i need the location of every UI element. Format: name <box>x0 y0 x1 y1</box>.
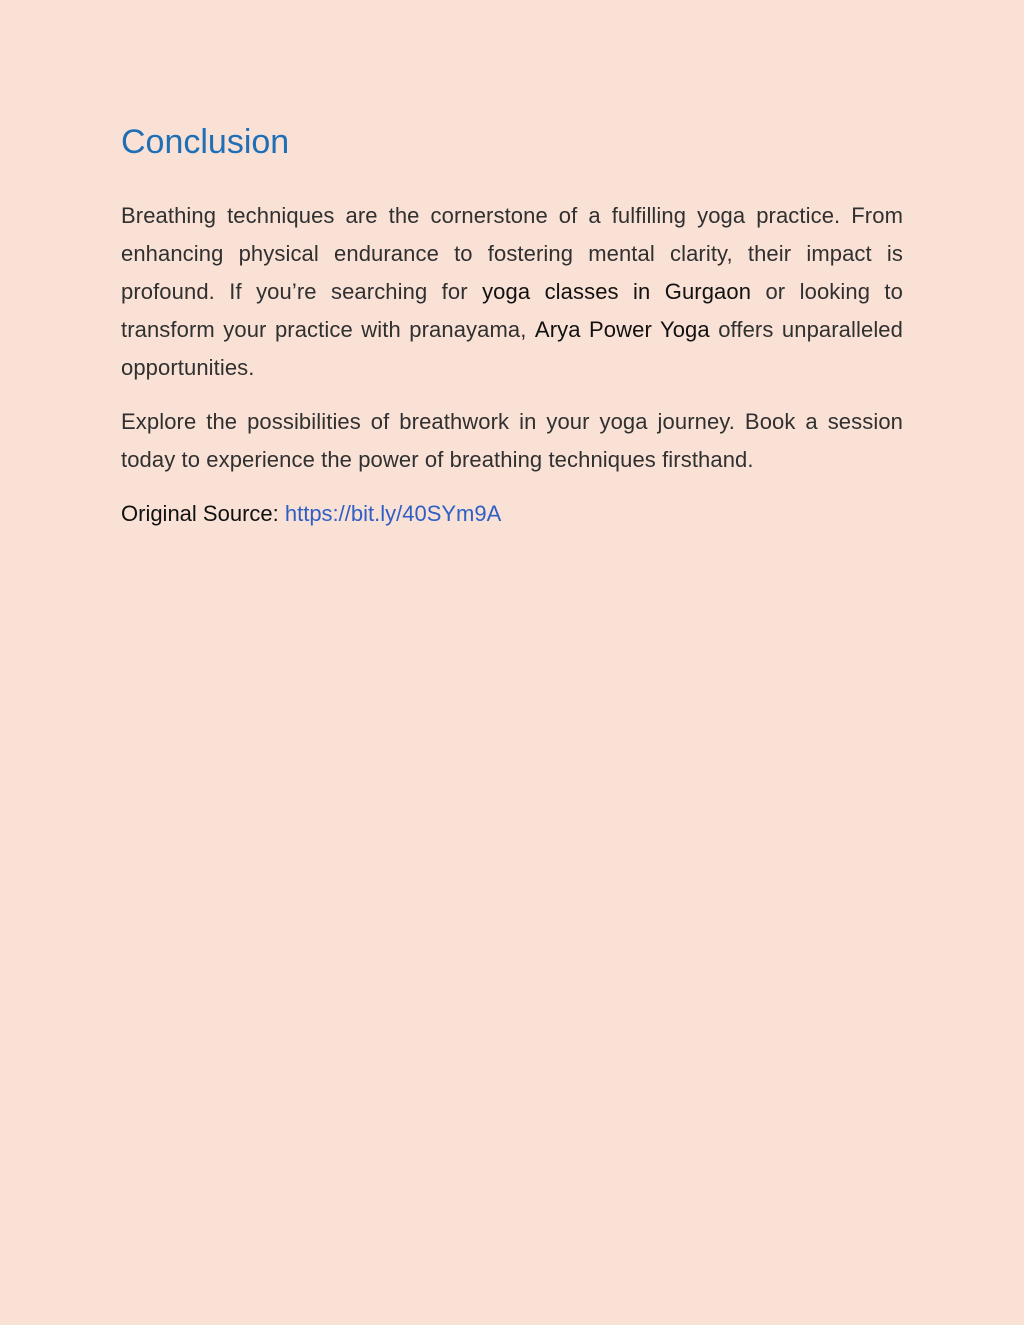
section-heading: Conclusion <box>121 123 290 161</box>
original-source-line <box>121 495 903 533</box>
conclusion-paragraph <box>121 197 903 387</box>
original-source-label: Original Source: <box>121 500 285 526</box>
arya-power-yoga-link[interactable]: Arya Power Yoga <box>534 316 710 342</box>
paragraph-text-part-3: offers unparalleled opportunities. <box>121 316 903 380</box>
paragraph-text-part-2: or looking to transform your practice with pranayama, <box>121 278 903 342</box>
original-source-link[interactable]: https://bit.ly/40SYm9A <box>284 500 502 526</box>
call-to-action-paragraph: Explore the possibilities of breathwork in your yoga journey. Book a session today to experience the power of breathing techniques firsthand. <box>121 408 903 472</box>
yoga-classes-gurgaon-link[interactable]: yoga classes in Gurgaon <box>482 278 752 304</box>
paragraph-text-part-1: Breathing techniques are the cornerstone of a fulfilling yoga practice. From enhancing physical endurance to fostering mental clarity, their impact is profound. If you’re searching for <box>121 202 903 304</box>
